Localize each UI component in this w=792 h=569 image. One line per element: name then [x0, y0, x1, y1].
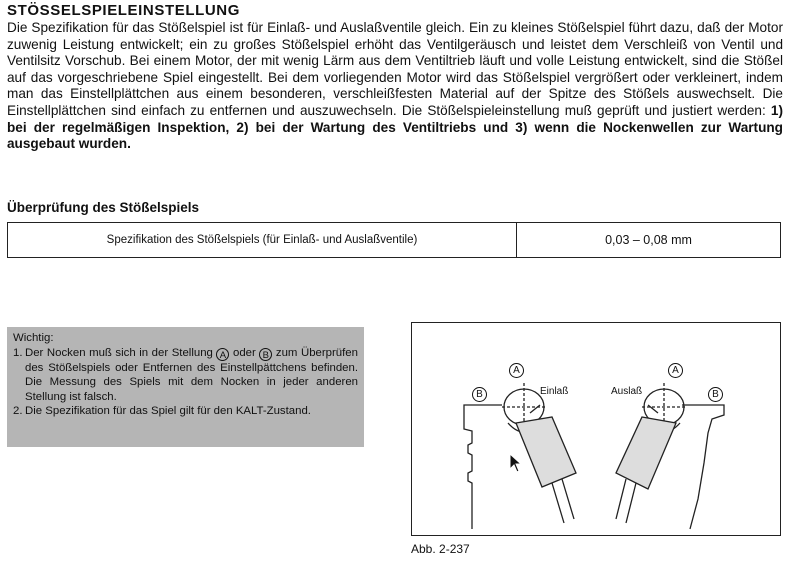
check-subheading: Überprüfung des Stößelspiels [7, 200, 200, 215]
spec-label-cell: Spezifikation des Stößelspiels (für Einlaß- und Auslaßventile) [8, 223, 517, 257]
cylinder-head-outline [464, 405, 502, 529]
position-b-marker: B [259, 348, 272, 361]
exhaust-tappet [616, 417, 676, 489]
spec-value-cell: 0,03 – 0,08 mm [605, 233, 692, 247]
note-text-part: Der Nocken muß sich in der Stellung [25, 346, 217, 359]
spec-table [7, 222, 781, 258]
note-text-part: zum Überprüfen des Stößelspiels oder Entfernen des Einstellpättchens befinden. Die Messung des Spiels mit dem Nocken in jeder anderen Stellung ist falsch. [25, 346, 358, 403]
exhaust-position-a-marker: A [668, 363, 683, 378]
cylinder-head-outline-right [682, 405, 724, 529]
exhaust-position-b-marker: B [708, 387, 723, 402]
note-text: Die Spezifikation für das Spiel gilt für den KALT-Zustand. [25, 405, 311, 418]
intake-position-b-marker: B [472, 387, 487, 402]
figure-caption: Abb. 2-237 [411, 542, 470, 556]
note-number: 2. [13, 405, 23, 418]
note-text [25, 346, 358, 405]
intake-valve-stem [552, 479, 574, 523]
intake-arrow [530, 405, 540, 413]
valve-figure [411, 322, 781, 536]
valve-diagram [412, 323, 780, 535]
intro-text: Die Spezifikation für das Stößelspiel ist für Einlaß- und Auslaßventile gleich. Ein zu kleines Stößelspiel führt dazu, daß der Motor zuwenig Leistung entwickelt; ein zu großes Stößelspiel erhöht das Ventilgeräusch und leistet dem Verschleiß von Ventil und Ventilsitz Vorschub. Bei einem Motor, der mit wenig Lärm aus dem Ventiltrieb läuft und volle Leistung entwickelt, sind die Stößel auf das vorgeschriebene Spiel eingestellt. Bei dem vorliegenden Motor wird das Stößelspiel vergrößert oder verkleinert, indem man das Einstellplättchen aus einem besonderen, verschleißfesten Material auf der Spitze des Stößels auswechselt. Die Einstellplättchen sind einfach zu entfernen und auszuwechseln. Die Stößelspieleinstellung muß geprüft und justiert werden: [7, 20, 783, 118]
intake-tappet [516, 417, 576, 487]
note-text-part: oder [229, 346, 260, 359]
exhaust-valve-stem [616, 479, 636, 523]
section-title: STÖSSELSPIELEINSTELLUNG [7, 2, 240, 19]
note-heading: Wichtig: [13, 332, 54, 344]
note-item-1 [13, 346, 358, 405]
note-number: 1. [13, 346, 23, 359]
exhaust-arrow [648, 405, 658, 413]
exhaust-label: Auslaß [611, 386, 643, 397]
note-list [13, 346, 358, 419]
intake-position-a-marker: A [509, 363, 524, 378]
important-note-box [7, 327, 364, 447]
intake-label: Einlaß [540, 386, 569, 397]
position-a-marker: A [216, 348, 229, 361]
note-item-2 [13, 404, 358, 419]
intro-bold-text: 1) bei der regelmäßigen Inspektion, 2) bei der Wartung des Ventiltriebs und 3) wenn die Nockenwellen zur Wartung ausgebaut wurden. [7, 102, 783, 152]
intro-paragraph [7, 20, 783, 153]
mouse-cursor-icon [509, 453, 523, 473]
